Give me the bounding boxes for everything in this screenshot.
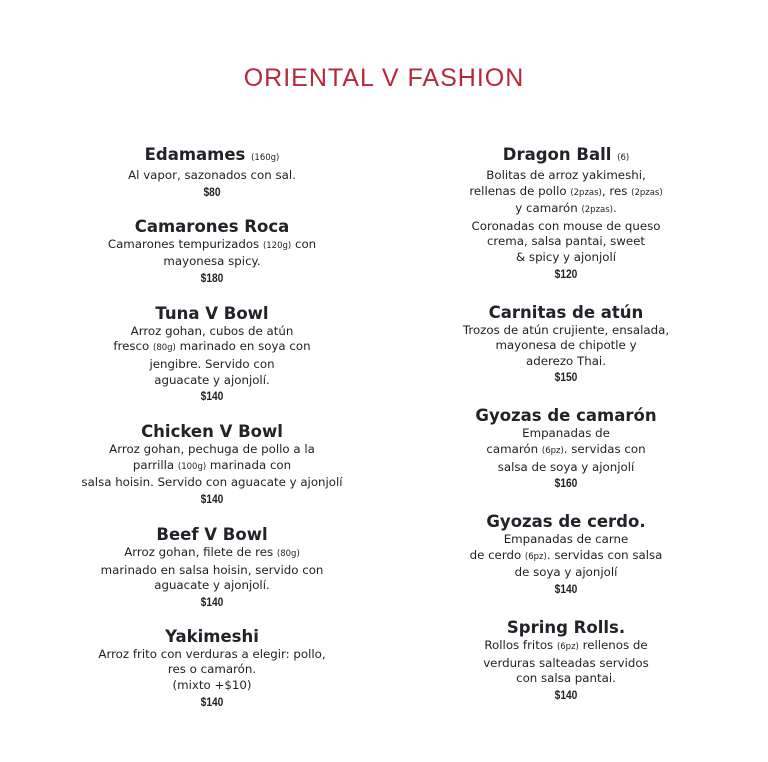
item-description: aguacate y ajonjolí. bbox=[154, 372, 270, 387]
item-description: parrilla (100g) marinada con bbox=[132, 457, 292, 472]
item-description: (mixto +$10) bbox=[172, 677, 252, 692]
item-description: Trozos de atún crujiente, ensalada, bbox=[462, 322, 670, 337]
item-description: res o camarón. bbox=[167, 662, 257, 677]
item-name: Dragon Ball bbox=[502, 145, 612, 164]
item-description: fresco (80g) marinado en soya con bbox=[113, 339, 311, 354]
item-name: Edamames bbox=[144, 145, 246, 164]
item-description: rellenas de pollo (2pzas), res (2pzas) bbox=[469, 183, 663, 198]
item-description: Arroz gohan, pechuga de pollo a la bbox=[109, 442, 315, 457]
item-name: Gyozas de cerdo. bbox=[486, 512, 646, 532]
item-description: Camarones tempurizados (120g) con bbox=[107, 236, 317, 251]
item-description: & spicy y ajonjolí bbox=[515, 249, 617, 264]
item-name: Beef V Bowl bbox=[156, 524, 268, 544]
item-name: Camarones Roca bbox=[134, 216, 290, 236]
menu-item bbox=[406, 618, 726, 703]
menu-item bbox=[52, 304, 372, 404]
item-description: jengibre. Servido con bbox=[149, 356, 275, 371]
item-price: $140 bbox=[200, 491, 224, 506]
item-description: Bolitas de arroz yakimeshi, bbox=[486, 168, 646, 182]
item-price: $140 bbox=[200, 594, 224, 609]
item-description: camarón (6pz). servidas con bbox=[486, 441, 646, 456]
menu-column-left bbox=[52, 145, 372, 710]
item-price: $140 bbox=[554, 687, 578, 702]
item-name: Carnitas de atún bbox=[488, 302, 644, 322]
item-description: y camarón (2pzas). bbox=[515, 201, 617, 216]
item-price: $140 bbox=[200, 694, 224, 709]
item-price: $140 bbox=[554, 581, 578, 596]
item-description: Coronadas con mouse de queso bbox=[471, 218, 661, 233]
item-note: (6) bbox=[617, 153, 630, 163]
menu-item bbox=[406, 145, 726, 282]
item-price: $140 bbox=[200, 389, 224, 404]
menu-title: ORIENTAL V FASHION bbox=[243, 64, 525, 92]
item-name: Chicken V Bowl bbox=[141, 422, 283, 442]
item-description: marinado en salsa hoisin, servido con bbox=[100, 562, 324, 577]
menu-item bbox=[52, 217, 372, 286]
item-description: de soya y ajonjolí bbox=[514, 565, 618, 580]
item-description: mayonesa de chipotle y bbox=[495, 338, 637, 353]
item-description: Empanadas de bbox=[522, 426, 610, 441]
item-description: Arroz gohan, filete de res (80g) bbox=[124, 544, 300, 559]
item-description: de cerdo (6pz). servidas con salsa bbox=[469, 547, 663, 562]
item-description: aguacate y ajonjolí. bbox=[154, 578, 270, 593]
menu-item bbox=[52, 525, 372, 610]
menu-item bbox=[406, 512, 726, 597]
item-note: (160g) bbox=[251, 153, 280, 163]
menu-item bbox=[52, 627, 372, 710]
item-description: aderezo Thai. bbox=[526, 353, 606, 368]
item-name: Yakimeshi bbox=[165, 626, 259, 646]
item-name: Spring Rolls. bbox=[506, 617, 626, 637]
item-price: $150 bbox=[554, 370, 578, 385]
menu-item bbox=[52, 145, 372, 200]
menu-item bbox=[406, 303, 726, 386]
item-description: Empanadas de carne bbox=[503, 532, 629, 547]
item-price: $120 bbox=[554, 266, 578, 281]
item-description: salsa de soya y ajonjolí bbox=[497, 459, 635, 474]
item-name: Tuna V Bowl bbox=[155, 303, 269, 323]
menu-item bbox=[406, 406, 726, 491]
item-price: $80 bbox=[203, 184, 221, 199]
item-description: salsa hoisin. Servido con aguacate y ajonjolí bbox=[81, 475, 343, 490]
item-description: con salsa pantai. bbox=[516, 671, 616, 686]
menu-column-right bbox=[406, 145, 726, 703]
item-description: Rollos fritos (6pz) rellenos de bbox=[484, 637, 648, 652]
item-name: Gyozas de camarón bbox=[475, 406, 657, 426]
item-description: crema, salsa pantai, sweet bbox=[486, 234, 646, 249]
menu-item bbox=[52, 422, 372, 507]
item-price: $180 bbox=[200, 270, 224, 285]
item-description: Arroz gohan, cubos de atún bbox=[130, 323, 294, 338]
item-description: verduras salteadas servidos bbox=[483, 655, 649, 670]
item-description: mayonesa spicy. bbox=[163, 254, 261, 269]
item-price: $160 bbox=[554, 476, 578, 491]
item-description: Al vapor, sazonados con sal. bbox=[128, 168, 296, 182]
item-description: Arroz frito con verduras a elegir: pollo, bbox=[98, 646, 326, 661]
